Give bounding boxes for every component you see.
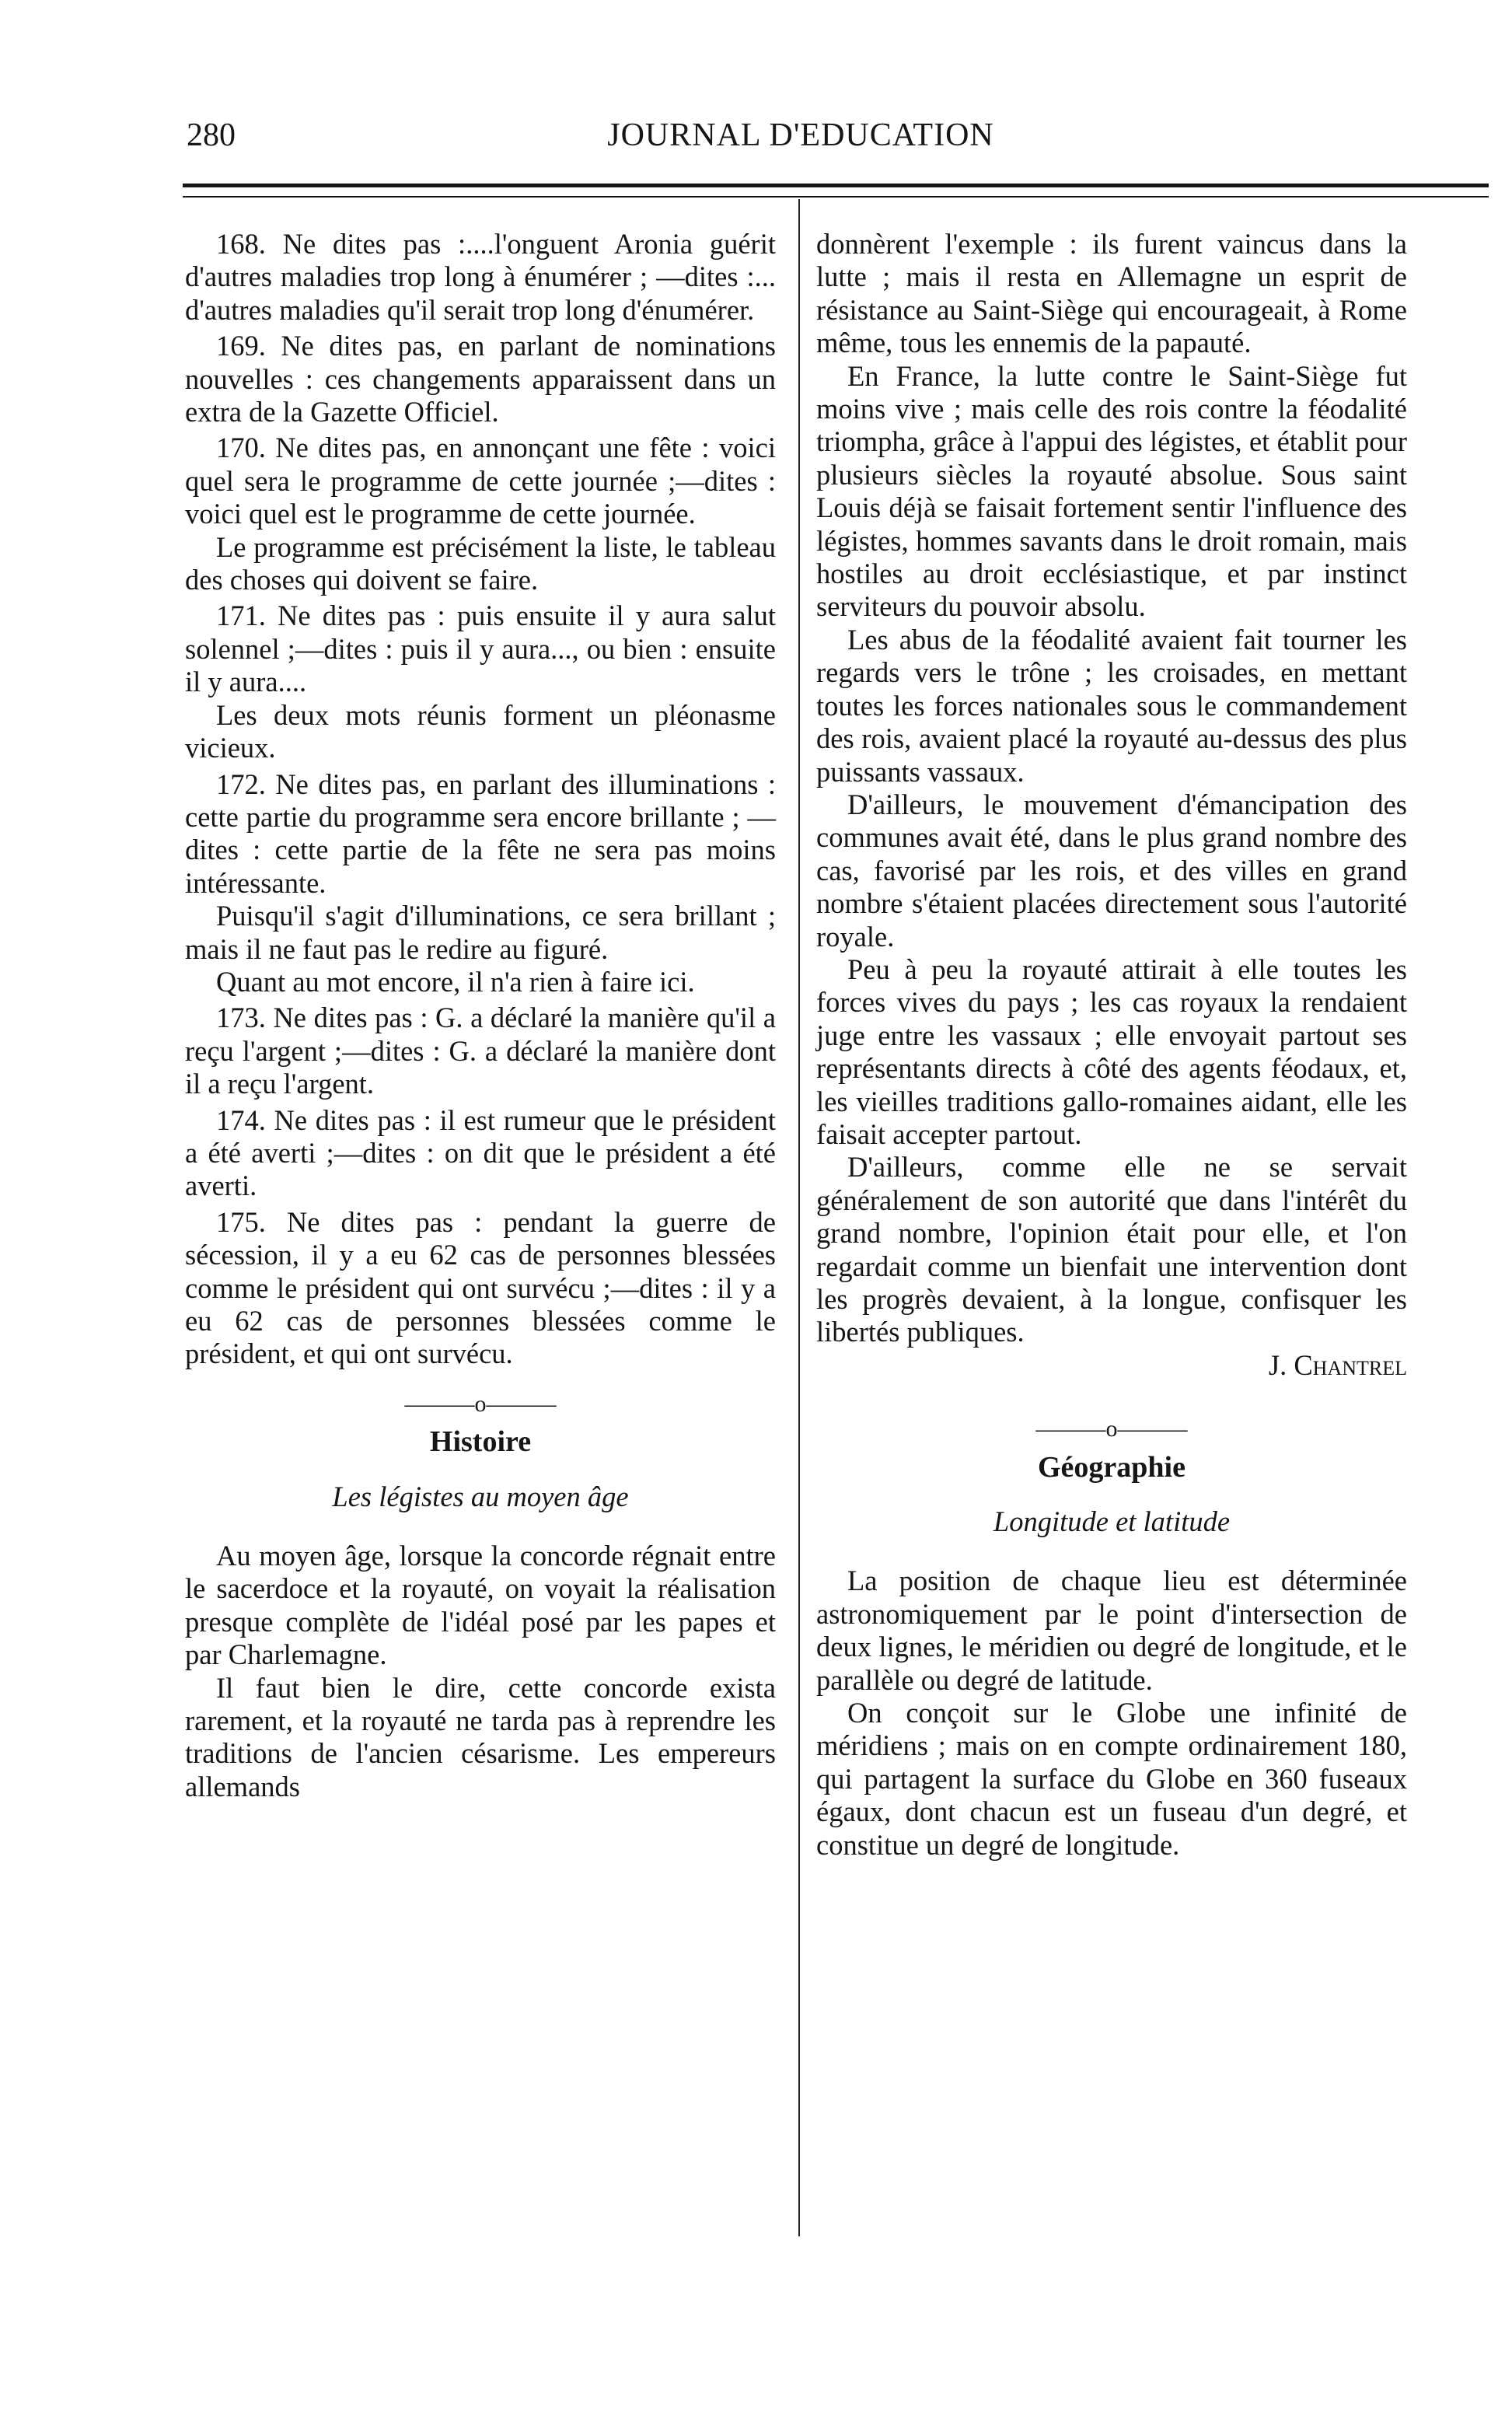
- paragraph: 168. Ne dites pas :....l'onguent Aronia guérit d'autres maladies trop long à énumérer ; —dites :... d'autres maladies qu'il serait trop long d'énumérer.: [185, 228, 776, 326]
- paragraph: Peu à peu la royauté attirait à elle toutes les forces vives du pays ; les cas royaux la rendaient juge entre les vassaux ; elle envoyait partout ses représentants directs à côté des agents féodaux, et, les vieilles traditions gallo-romaines aidant, elle les faisait accepter partout.: [816, 953, 1407, 1150]
- author-signature: J. Chantrel: [1268, 1348, 1407, 1381]
- paragraph: 175. Ne dites pas : pendant la guerre de sécession, il y a eu 62 cas de personnes blessées comme le président qui ont survécu ;—dites : il y a eu 62 cas de personnes blessées comme le président, et qui ont survécu.: [185, 1205, 776, 1370]
- section-title: Histoire: [429, 1425, 532, 1459]
- paragraph: 171. Ne dites pas : puis ensuite il y aura salut solennel ;—dites : puis il y aura..., ou bien : ensuite il y aura....: [185, 600, 776, 698]
- section-separator: ———o———: [1035, 1416, 1188, 1442]
- section-separator: ———o———: [404, 1390, 557, 1417]
- paragraph: 174. Ne dites pas : il est rumeur que le président a été averti ;—dites : on dit que le président a été averti.: [185, 1103, 776, 1202]
- paragraph: Il faut bien le dire, cette concorde exista rarement, et la royauté ne tarda pas à reprendre les traditions de l'ancien césarisme. Les empereurs allemands: [185, 1671, 776, 1802]
- header-rule-thin: [183, 196, 1489, 198]
- paragraph: Au moyen âge, lorsque la concorde régnait entre le sacerdoce et la royauté, on voyait la réalisation presque complète de l'idéal posé par les papes et par Charlemagne.: [185, 1540, 776, 1671]
- paragraph: Le programme est précisément la liste, le tableau des choses qui doivent se faire.: [185, 530, 776, 596]
- column-divider: [798, 199, 800, 2236]
- paragraph: D'ailleurs, comme elle ne se servait généralement de son autorité que dans l'intérêt du grand nombre, l'opinion était pour elle, et l'on regardait comme un bienfait une intervention dont les progrès devaient, à la longue, confisquer les libertés publiques.: [816, 1151, 1407, 1348]
- paragraph: 169. Ne dites pas, en parlant de nominations nouvelles : ces changements apparaissent dans un extra de la Gazette Officiel.: [185, 330, 776, 428]
- paragraph: 170. Ne dites pas, en annonçant une fête : voici quel sera le programme de cette journée ;—dites : voici quel est le programme de cette journée.: [185, 432, 776, 530]
- section-subtitle: Longitude et latitude: [993, 1505, 1231, 1538]
- page-header: [179, 117, 1423, 163]
- page-number: 280: [187, 117, 236, 153]
- section-subtitle: Les légistes au moyen âge: [332, 1480, 629, 1512]
- paragraph: 172. Ne dites pas, en parlant des illuminations : cette partie du programme sera encore brillante ; — dites : cette partie de la fête ne sera pas moins intéressante.: [185, 767, 776, 899]
- paragraph: On conçoit sur le Globe une infinité de méridiens ; mais on en compte ordinairement 180, qui partagent la surface du Globe en 360 fuseaux égaux, dont chacun est un fuseau d'un degré, et constitue un degré de longitude.: [816, 1697, 1407, 1861]
- paragraph: donnèrent l'exemple : ils furent vaincus dans la lutte ; mais il resta en Allemagne un esprit de résistance au Saint-Siège qui encourageait, à Rome même, tous les ennemis de la papauté.: [816, 228, 1407, 359]
- running-title: JOURNAL D'EDUCATION: [607, 117, 994, 153]
- paragraph: 173. Ne dites pas : G. a déclaré la manière qu'il a reçu l'argent ;—dites : G. a déclaré la manière dont il a reçu l'argent.: [185, 1002, 776, 1100]
- paragraph: D'ailleurs, le mouvement d'émancipation des communes avait été, dans le plus grand nombre des cas, favorisé par les rois, et des villes en grand nombre s'étaient placées directement sous l'autorité royale.: [816, 788, 1407, 953]
- left-column: [185, 228, 776, 1803]
- paragraph: Puisqu'il s'agit d'illuminations, ce sera brillant ; mais il ne faut pas le redire au figuré.: [185, 900, 776, 965]
- section-title: Géographie: [1038, 1450, 1186, 1484]
- paragraph: Quant au mot encore, il n'a rien à faire ici.: [216, 965, 695, 998]
- right-column: [816, 228, 1407, 1862]
- paragraph: La position de chaque lieu est déterminée astronomiquement par le point d'intersection de deux lignes, le méridien ou degré de longitude, et le parallèle ou degré de latitude.: [816, 1565, 1407, 1696]
- paragraph: En France, la lutte contre le Saint-Siège fut moins vive ; mais celle des rois contre la féodalité triompha, grâce à l'appui des légistes, et établit pour plusieurs siècles la royauté absolue. Sous saint Louis déjà se faisait fortement sentir l'influence des légistes, hommes savants dans le droit romain, mais hostiles au droit ecclésiastique, et par instinct serviteurs du pouvoir absolu.: [816, 359, 1407, 623]
- paragraph: Les deux mots réunis forment un pléonasme vicieux.: [185, 698, 776, 764]
- paragraph: Les abus de la féodalité avaient fait tourner les regards vers le trône ; les croisades, en mettant toutes les forces nationales sous le commandement des rois, avaient placé la royauté au-dessus des plus puissants vassaux.: [816, 623, 1407, 788]
- header-rule-thick: [183, 184, 1489, 187]
